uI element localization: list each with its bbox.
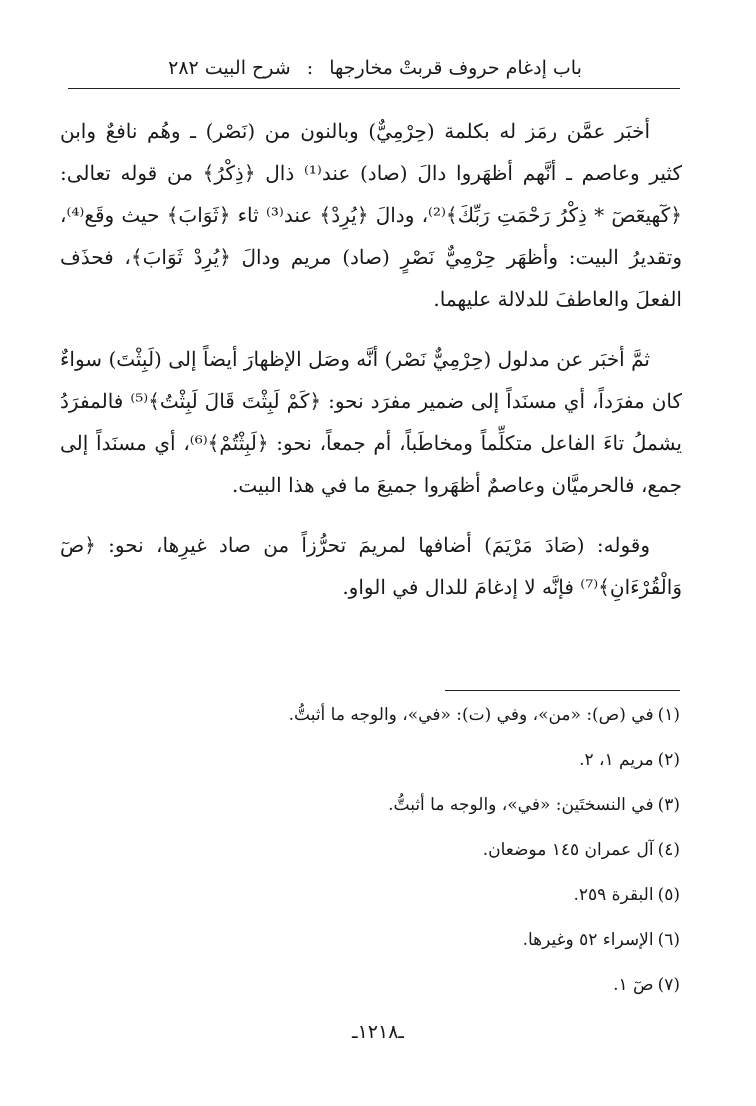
footnote-3 [80, 793, 680, 818]
footnote-text: صٓ ١. [613, 975, 654, 995]
header-chapter: باب إدغام حروف قربتْ مخارجها [329, 57, 582, 79]
footnote-text: في النسختَين: «في»، والوجه ما أثبتُّ. [388, 795, 654, 815]
page-number: ـ١٢١٨ـ [352, 1021, 404, 1043]
footnote-text: البقرة ٢٥٩. [573, 885, 654, 905]
paragraph-1: أخبَر عمَّن رمَز له بكلمة (حِرْمِيٌّ) وبالنون من (نَصْر) ـ وهُم نافعٌ وابن كثير وعاصم ـ أنَّهم أظهَروا دالَ (صاد) عند⁽¹⁾ ذال ﴿ذِكْرُ﴾ من قوله تعالى: ﴿كٓهيعٓصٓ * ذِكْرُ رَحْمَتِ رَبِّكَ﴾⁽²⁾، ودالَ ﴿يُرِدْ﴾ عند⁽³⁾ ثاء ﴿ثَوَابَ﴾ حيث وقَع⁽⁴⁾، وتقديرُ البيت: وأظهَر حِرْمِيٌّ نَصْرٍ (صاد) مريم ودالَ ﴿يُرِدْ ثَوَابَ﴾، فحذَف الفعلَ والعاطفَ للدلالة عليهما. [60, 119, 682, 311]
footnote-2 [80, 748, 680, 773]
footnote-4 [80, 838, 680, 863]
footnote-number: (٧) [657, 975, 680, 995]
footnotes-list [80, 703, 680, 998]
running-header [70, 54, 680, 82]
header-section: شرح البيت ٢٨٢ [168, 57, 291, 79]
footnote-7 [80, 973, 680, 998]
footnote-1 [80, 703, 680, 728]
paragraph-2: ثمَّ أخبَر عن مدلول (حِرْمِيٌّ نَصْر) أنَّه وصَل الإظهارَ أيضاً إلى (لَبِثْتَ) سواءٌ كان مفرَداً، أي مسنَداً إلى ضمير مفرَد نحو: ﴿كَمْ لَبِثْتَ قَالَ لَبِثْتُ﴾⁽⁵⁾ فالمفرَدُ يشملُ تاءَ الفاعل متكلِّماً ومخاطَباً، أم جمعاً، نحو: ﴿لَبِثْتُمْ﴾⁽⁶⁾، أي مسنَداً إلى جمع، فالحرميَّان وعاصمٌ أظهَروا جميعَ ما في هذا البيت. [60, 347, 682, 497]
footnote-6 [80, 928, 680, 953]
footnote-number: (٢) [657, 750, 680, 770]
footnote-text: الإسراء ٥٢ وغيرها. [522, 930, 654, 950]
footnote-number: (١) [657, 705, 680, 725]
footnote-number: (٣) [657, 795, 680, 815]
footnote-number: (٦) [657, 930, 680, 950]
footnote-text: آل عمران ١٤٥ موضعان. [482, 840, 654, 860]
paragraph-3: وقوله: (صَادَ مَرْيَمَ) أضافها لمريمَ تحرُّزاً من صاد غيرِها، نحو: ﴿صٓ وَالْقُرْءَانِ﴾⁽⁷⁾ فإنَّه لا إدغامَ للدال في الواو. [60, 533, 682, 599]
footnote-5 [80, 883, 680, 908]
header-separator: : [306, 57, 314, 79]
body-text [60, 110, 682, 608]
footnote-rule [445, 690, 680, 691]
footnote-text: في (ص): «من»، وفي (ت): «في»، والوجه ما أثبتُّ. [288, 705, 654, 725]
header-rule [68, 88, 680, 89]
footnote-text: مريم ١، ٢. [579, 750, 654, 770]
footnote-number: (٥) [657, 885, 680, 905]
footnote-number: (٤) [657, 840, 680, 860]
